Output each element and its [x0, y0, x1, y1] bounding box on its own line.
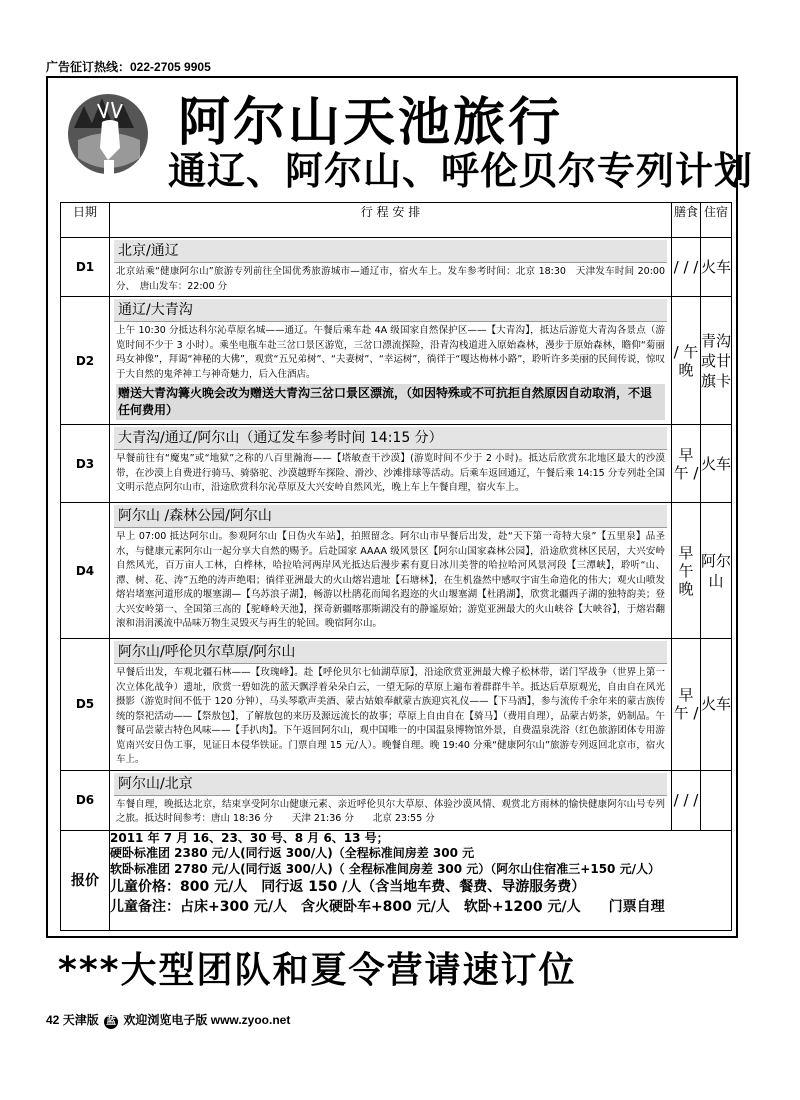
stay-cell: 火车: [701, 238, 732, 297]
itinerary-table: [60, 202, 732, 931]
stay-cell: 火车: [701, 425, 732, 503]
route-title: 北京/通辽: [114, 240, 667, 263]
day-content: [110, 503, 672, 639]
day-description: 车餐自理，晚抵达北京，结束享受阿尔山健康元素、亲近呼伦贝尔大草原、体验沙漠风情、观赏北方雨林的愉快健康阿尔山号专列之旅。抵达时间参考：唐山 18:36 分 天津 21:36 分 北京 23:55 分: [116, 798, 665, 824]
day-description: 早餐前往有“魔鬼”或“地狱”之称的八百里瀚海——【塔敏查干沙漠】(游览时间不少于 2 小时)。抵达后欣赏东北地区最大的沙漠带，在沙漠上自费进行骑马、骑骆驼、沙漠越野车探险、滑沙、沙滩排球等活动。后乘车返回通辽，午餐后乘 14:15 分专列赴全国文明示范点阿尔山市，沿途欣赏科尔沁草原及大兴安岭自然风光，晚上车上午餐自理，宿火车上。: [116, 453, 665, 493]
day-label: D6: [61, 770, 110, 830]
price-hard-sleeper: 硬卧标准团 2380 元/人(同行返 300/人)（全程标准间房差 300 元: [110, 846, 475, 860]
route-title: 阿尔山 /森林公园/阿尔山: [114, 505, 667, 528]
footer-url[interactable]: www.zyoo.net: [210, 1013, 291, 1027]
page-number: 42: [46, 1013, 60, 1027]
route-title: 通辽/大青沟: [114, 299, 667, 322]
day-content: [110, 238, 672, 297]
header-stay: 住宿: [701, 203, 732, 238]
header-day: 日期: [61, 203, 110, 238]
meal-cell: / 午晚: [672, 297, 701, 425]
day-description: 上午 10:30 分抵达科尔沁草原名城——通辽。午餐后乘车赴 4A 级国家自然保护区——【大青沟】，抵达后游览大青沟各景点（游览时间不少于 3 小时）。乘坐电瓶车赴三岔口景区游览，三岔口漂流探险，沿青沟栈道进入原始森林，漫步于原始森林，瞻仰“菊丽玛女神像”，拜谒“神秘的大佛”，观赏“五兄弟树”、“夫妻树”、“幸运树”，徜徉于“嘎达梅林小路”，聆听许多美丽的民间传说，惊叹于大自然的鬼斧神工与神奇魅力，后入住酒店。: [116, 325, 665, 380]
table-row: [61, 297, 732, 425]
meal-cell: 早午 /: [672, 639, 701, 771]
day-label: D5: [61, 639, 110, 771]
day-description: 北京站乘“健康阿尔山”旅游专列前往全国优秀旅游城市—通辽市，宿火车上。发车参考时间：北京 18:30 天津发车时间 20:00 分、 唐山发车：22:00 分: [116, 266, 665, 292]
footer-text: 欢迎浏览电子版: [123, 1013, 208, 1027]
day-label: D2: [61, 297, 110, 425]
price-child-note: 儿童备注：占床+300 元/人 含火硬卧车+800 元/人 软卧+1200 元/人 门票自理: [110, 899, 665, 915]
day-label: D4: [61, 503, 110, 639]
main-title: 阿尔山天池旅行: [178, 93, 564, 153]
day-label: D3: [61, 425, 110, 503]
table-row: [61, 503, 732, 639]
table-header-row: [61, 203, 732, 238]
meal-cell: 早午晚: [672, 503, 701, 639]
day-content: [110, 639, 672, 771]
price-soft-sleeper: 软卧标准团 2780 元/人(同行返 300/人)（ 全程标准间房差 300 元）（阿尔山住宿准三+150 元/人）: [110, 861, 660, 876]
meal-cell: / / /: [672, 238, 701, 297]
price-child: 儿童价格：800 元/人 同行返 150 /人（含当地车费、餐费、导游服务费）: [110, 879, 586, 895]
stay-cell: 火车: [701, 639, 732, 771]
day-content: [110, 425, 672, 503]
ad-hotline: 广告征订热线：022-2705 9905: [46, 60, 211, 74]
table-row: [61, 770, 732, 830]
route-title: 阿尔山/北京: [114, 773, 667, 796]
stay-cell: [701, 770, 732, 830]
day-description: 早餐后出发，车观北疆石林——【玫瑰峰】。赴【呼伦贝尔七仙湖草原】，沿途欣赏亚洲最大橡子松林带，诺门罕战争（世界上第一次立体化战争）遗址，欣赏一碧如洗的蓝天飘浮着朵朵白云，一望无际的草原上遍布着群群牛羊。抵达后草原观光，自由自在风光摄影（游览时间不低于 120 分钟），马头琴歌声美酒、蒙古姑娘奉献蒙古族迎宾礼仪——【下马酒】，参与流传千余年来的蒙古族传统的祭祀活动——【祭敖包】，了解敖包的来历及源远流长的故事；草原上自由自在【骑马】（费用自理），品蒙古奶茶，奶制品。午餐可品尝蒙古特色风味——【手扒肉】。下午返回阿尔山，观中国唯一的中国温泉博物馆外景，自费温泉洗浴（红色旅游团体专用游览南兴安日伪工事，见证日本侵华铁证。门票自理 15 元/人）。晚餐自理。晚 19:40 分乘“健康阿尔山”旅游专列返回北京市，宿火车上。: [116, 667, 665, 765]
price-row: [61, 830, 732, 930]
day-label: D1: [61, 238, 110, 297]
stay-cell: 阿尔山: [701, 503, 732, 639]
price-dates: 2011 年 7 月 16、23、30 号、8 月 6、13 号；: [110, 830, 389, 845]
deer-logo-icon: [64, 88, 152, 194]
meal-cell: 早午 /: [672, 425, 701, 503]
table-row: [61, 425, 732, 503]
route-title: 阿尔山/呼伦贝尔草原/阿尔山: [114, 641, 667, 664]
table-row: [61, 238, 732, 297]
day-content: [110, 770, 672, 830]
route-title: 大青沟/通辽/阿尔山（通辽发车参考时间 14:15 分）: [114, 427, 667, 450]
meal-cell: / / /: [672, 770, 701, 830]
stay-cell: 青沟或甘旗卡: [701, 297, 732, 425]
day-description: 早上 07:00 抵达阿尔山。参观阿尔山【日伪火车站】，拍照留念。阿尔山市早餐后出发，赴“天下第一奇特大泉”【五里泉】品圣水，与健康元素阿尔山一起分享大自然的赐予。后赴国家 AAAA 级风景区【阿尔山国家森林公园】，沿途欣赏林区民居，大兴安岭自然风光，百万亩人工林，白桦林，哈拉哈河两岸风光抵达后漫步素有夏日冰川美誉的哈拉哈河风景河段【三潭峡】，聆听“山、潭、树、花、涛”五绝的涛声绝唱；徜徉亚洲最大的火山熔岩遗址【石塘林】，在生机盎然中感叹宇宙生命造化的伟大；观火山喷发熔岩堵塞河道形成的堰塞湖—【乌苏浪子湖】，畅游以杜鹃花而闻名遐迩的火山堰塞湖【杜鹃湖】，欣赏北疆西子湖的独特韵美；登大兴安岭第一、全国第三高的【驼峰岭天池】，探奇新疆喀那斯湖没有的静谧原始；游览亚洲最大的火山峡谷【大峡谷】，于熔岩翻滚和涓涓溪流中品味万物生灵毁灭与再生的轮回。晚宿阿尔山。: [116, 531, 665, 629]
rafting-note: 赠送大青沟篝火晚会改为赠送大青沟三岔口景区漂流，（如因特殊或不可抗拒自然原因自动取消，不退任何费用）: [116, 384, 665, 420]
subtitle: 通辽、阿尔山、呼伦贝尔专列计划: [168, 149, 754, 193]
edition-label: 天津版: [62, 1013, 99, 1027]
slogan-banner: ***大型团队和夏令营请速订位: [58, 950, 577, 991]
header-meal: 膳食: [672, 203, 701, 238]
price-content: [110, 830, 732, 930]
table-row: [61, 639, 732, 771]
header-itinerary: 行 程 安 排: [110, 203, 672, 238]
day-content: [110, 297, 672, 425]
price-label: 报价: [61, 830, 110, 930]
footer: [46, 1011, 290, 1029]
edition-badge-icon: 蓝: [106, 1016, 117, 1027]
